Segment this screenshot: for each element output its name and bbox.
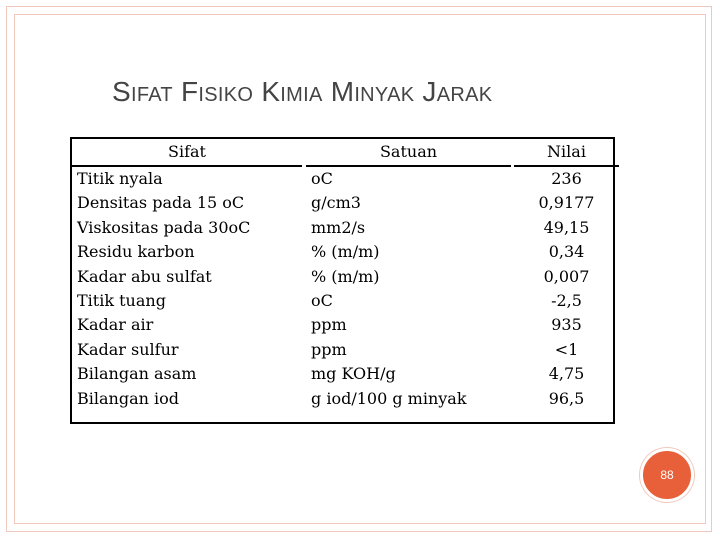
cell-satuan: ppm [311,339,347,359]
properties-table [70,137,615,424]
slide-right-frame [690,14,706,524]
cell-satuan: ppm [311,315,347,335]
cell-nilai: <1 [554,339,579,359]
column-sifat [77,139,307,411]
cell-sifat: Bilangan iod [77,388,179,408]
cell-satuan: % (m/m) [311,242,380,262]
column-nilai [532,139,657,411]
cell-satuan: oC [311,290,333,310]
cell-nilai: 236 [551,169,582,188]
header-nilai: Nilai [514,139,619,167]
cell-satuan: g/cm3 [311,193,361,213]
cell-sifat: Densitas pada 15 oC [77,193,245,213]
cell-sifat: Titik tuang [77,290,166,310]
cell-nilai: 96,5 [548,388,585,408]
cell-sifat: Titik nyala [77,169,163,188]
cell-nilai: 0,007 [543,266,590,286]
cell-sifat: Kadar abu sulfat [77,266,212,286]
cell-nilai: 4,75 [548,364,585,384]
cell-nilai: -2,5 [551,290,582,310]
cell-nilai: 0,34 [548,242,585,262]
cell-sifat: Viskositas pada 30oC [77,217,251,237]
cell-nilai: 49,15 [543,217,590,237]
cell-nilai: 0,9177 [538,193,595,213]
slide-left-frame [14,14,30,524]
header-satuan: Satuan [306,139,511,167]
cell-sifat: Kadar sulfur [77,339,179,359]
cell-sifat: Residu karbon [77,242,195,262]
cell-sifat: Bilangan asam [77,364,197,384]
cell-satuan: g iod/100 g minyak [311,388,467,408]
page-number-badge: 88 [640,448,694,502]
slide-title: Sifat Fisiko Kimia Minyak Jarak [112,76,493,107]
cell-satuan: % (m/m) [311,266,380,286]
cell-nilai: 935 [551,315,582,335]
cell-satuan: mg KOH/g [311,364,396,384]
header-sifat: Sifat [72,139,302,167]
cell-satuan: oC [311,169,333,188]
cell-sifat: Kadar air [77,315,154,335]
cell-satuan: mm2/s [311,217,366,237]
column-satuan [311,139,511,411]
